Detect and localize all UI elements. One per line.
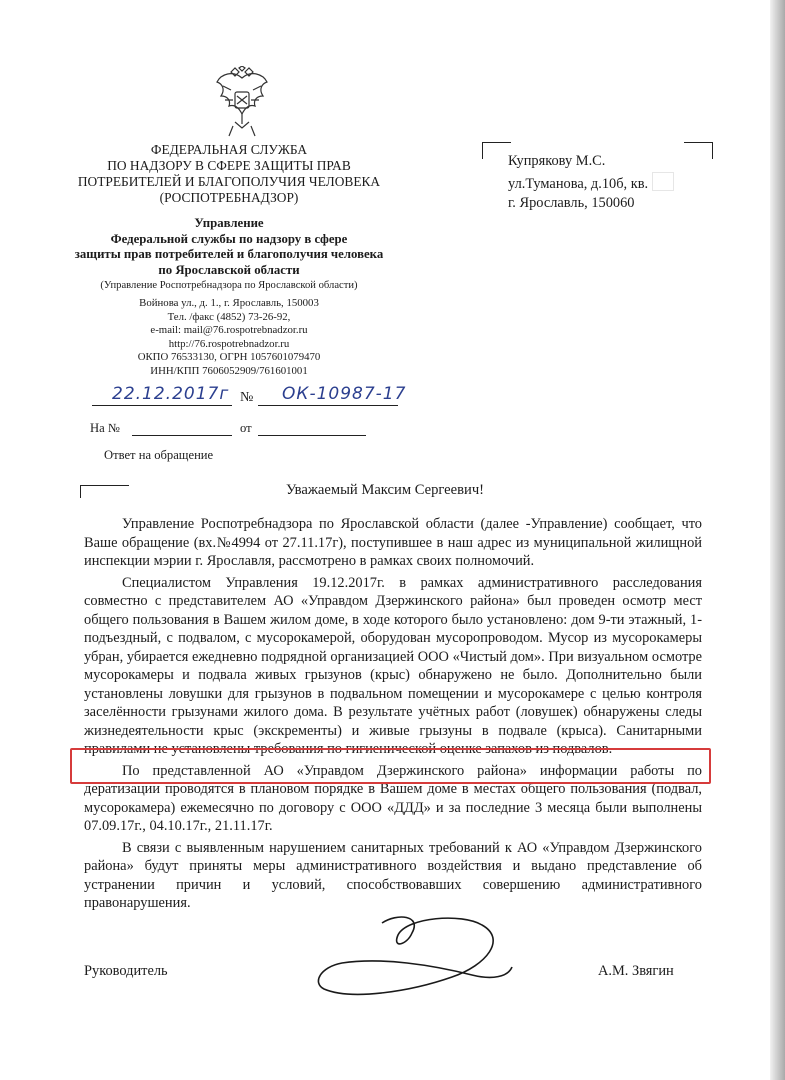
ot-underline [258, 435, 366, 436]
highlight-box [70, 748, 711, 784]
signatory-name: А.М. Звягин [598, 963, 674, 979]
signature-scribble [312, 905, 522, 1015]
date-underline [92, 405, 232, 406]
agency-line: ПО НАДЗОРУ В СФЕРЕ ЗАЩИТЫ ПРАВ [107, 158, 351, 173]
department-line: Федеральной службы по надзору в сфере [110, 231, 348, 246]
handwritten-date: 22.12.2017г [112, 384, 230, 404]
recipient-street: ул.Туманова, д.10б, кв. [508, 175, 649, 192]
na-underline [132, 435, 232, 436]
recipient-corner-left [482, 142, 511, 159]
paragraph-2-text: Специалистом Управления 19.12.2017г. в рамках административного расследования совместно с представителем АО «Управдом Дзержинского района» был проведен осмотр мест общего пользования в Вашем жилом доме, в ходе которого было установлено: дом 9-ти этажный, 1-подъездный, с подвалом, с мусорокамерой, оборудован мусоропроводом. Мусор из мусорокамеры убран, убирается ежедневно подрядной организацией ООО «Чистый дом». При визуальном осмотре мусорокамеры и подвала живых грызунов (крыс) обнаружено не было. Дополнительно были установлены ловушки для грызунов в подвальном помещении и мусорокамере с целью контроля заселённости грызунами жилого дома. В результате учётных работ (ловушек) обнаружены следы жизнедеятельности крыс (экскременты) и живые грызуны в подвале (крыса). [84, 574, 702, 739]
recipient-street-row [508, 172, 674, 195]
agency-line: (РОСПОТРЕБНАДЗОР) [159, 190, 299, 205]
department-short-name: (Управление Роспотребнадзора по Ярославской области) [100, 280, 358, 291]
department-line: Управление [194, 216, 264, 230]
signature-title: Руководитель [84, 963, 168, 979]
paragraph-4: В связи с выявленным нарушением санитарных требований к АО «Управдом Дзержинского района» будут приняты меры административного воздействия и выдано представление об устранении причин и условий, способствовавших совершению административного правонарушения. [84, 839, 702, 911]
recipient-name: Купрякову М.С. [508, 153, 606, 169]
contact-okpo-ogrn: ОКПО 76533130, ОГРН 1057601079470 [137, 351, 321, 363]
agency-line: ФЕДЕРАЛЬНАЯ СЛУЖБА [150, 142, 308, 157]
redaction-box [652, 172, 674, 191]
handwritten-number: ОК-10987-17 [282, 384, 407, 404]
number-underline [258, 405, 398, 406]
agency-line: ПОТРЕБИТЕЛЕЙ И БЛАГОПОЛУЧИЯ ЧЕЛОВЕКА [77, 174, 381, 189]
agency-contacts [120, 297, 338, 378]
ot-label: от [240, 421, 252, 435]
contact-inn-kpp: ИНН/КПП 7606052909/761601001 [150, 364, 308, 377]
number-sign: № [240, 390, 254, 405]
recipient-city: г. Ярославль, 150060 [508, 195, 635, 211]
paragraph-1: Управление Роспотребнадзора по Ярославской области (далее -Управление) сообщает, что Ваше обращение (вх.№4994 от 27.11.17г), поступившее в наш адрес из муниципальной жилищной инспекции мэрии г. Ярославля, рассмотрено в рамках своих полномочий. [84, 516, 702, 569]
recipient-corner-right [684, 142, 713, 159]
reply-label: Ответ на обращение [104, 448, 214, 462]
salutation: Уважаемый Максим Сергеевич! [285, 482, 485, 498]
paragraph-3: По представленной АО «Управдом Дзержинского района» информации работы по дератизации проводятся в плановом порядке в Вашем доме в местах общего пользования (подвал, мусорокамера) ежемесячно по договору с ООО «ДДД» и за последние 3 месяца были выполнены 07.09.17г., 04.10.17г., 21.11.17г. [84, 762, 702, 834]
letter-body [84, 515, 702, 916]
na-label: На № [90, 421, 120, 435]
paragraph-2 [84, 574, 702, 759]
paper-edge-shadow [770, 0, 785, 1080]
department-line: защиты прав потребителей и благополучия человека [74, 247, 384, 261]
department-line: по Ярославской области [158, 262, 300, 277]
contact-website: http://76.rospotrebnadzor.ru [168, 337, 290, 350]
recipient-address [508, 152, 674, 214]
paragraph-2-highlighted: Санитарными правилами не установлены требования по гигиенической оценке запахов из подвалов. [84, 722, 702, 757]
contact-address: Войнова ул., д. 1., г. Ярославль, 150003 [139, 297, 319, 309]
department-name [70, 216, 388, 294]
agency-name [70, 142, 388, 206]
coat-of-arms-icon [211, 66, 273, 138]
contact-phone: Тел. /факс (4852) 73-26-92, [167, 310, 291, 323]
contact-email: e-mail: mail@76.rospotrebnadzor.ru [150, 324, 308, 336]
